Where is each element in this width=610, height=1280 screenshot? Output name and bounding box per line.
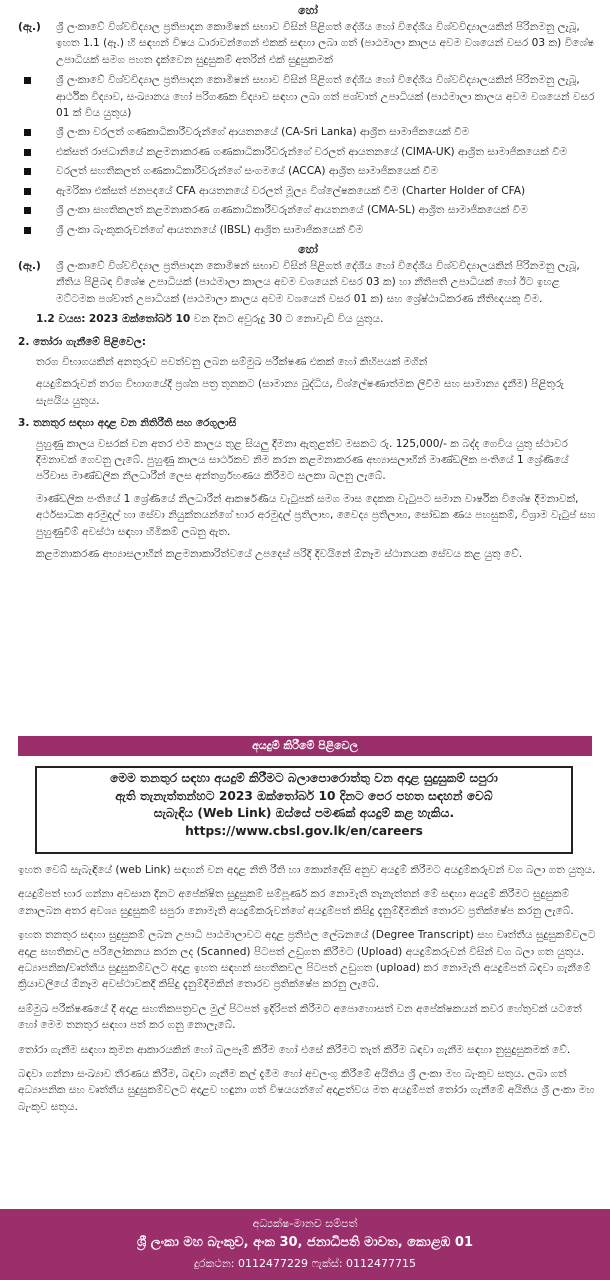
section-heading: 3. තනතුර සඳහා අදාළ වන නිතිරීති සහ රෙගුලාසි <box>18 417 237 430</box>
paragraph: අයදුම්කරුවන් තරග විභාගයේදී ප්‍රශ්න පත්‍ර තුනකට (සාමාන්‍ය බුද්ධිය, විශ්ලේෂණාත්මක ලිවීම සහ සාමාන්‍ය දැනීම) පිළිතුරු සැපයිය යුතුය. <box>36 378 564 407</box>
notice-line: ඇති තැනැත්තන්හට 2023 ඔක්තෝබර් 10 දිනට පෙර පහත සඳහන් වෙබ් <box>115 788 493 803</box>
notice-line: මෙම තනතුර සඳහා අයදුම් කිරීමට බලාපොරොත්තු වන අදාළ සුදුසුකම් සපුරා <box>110 771 498 785</box>
item-label: (ඇ.) <box>18 21 41 34</box>
qualification-item-ae2 <box>18 258 598 307</box>
notice-box <box>35 766 573 854</box>
paragraph: තෝරා ගැනීම සඳහා කුමන ආකාරයකින් හෝ බලපෑම් කිරීම හෝ එසේ කිරීමට තැත් කිරීම බඳවා ගැනීම සඳහා නුසුදුසුකමක් වේ. <box>18 1043 571 1056</box>
qualifications-section <box>18 0 598 568</box>
bullet-item: ශ්‍රී ලංකාවේ විශ්වවිද්‍යාල ප්‍රතිපාදන කොමිෂන් සභාව විසින් පිළිගත් දේශීය හෝ විදේශීය විශ්වවිද්‍යාලයකින් පිරිනමනු ලැබූ, ආර්ථික විද්‍යාව, සංඛ්‍යානය හෝ පරිගණක විද්‍යාව සඳහා ලබා ගත් පශ්චාත් උපාධියක් (පාඨමාලා කාලය අවම වශයෙන් වසර 01 ක් විය යුතුය) <box>18 72 598 121</box>
bullet-item: වරලත් සහතිකලත් ගණකාධිකාරීවරුන්ගේ සංගමයේ (ACCA) ආශ්‍රිත සාමාජිකයෙක් වීම <box>18 163 598 179</box>
paragraph: සම්මුඛ පරීක්ෂණයේ දී අදාළ සහතිකපත්‍රවල මුල් පිටපත් ඉදිරිපත් කිරීමට අපොහොසත් වන අපේක්ෂකයන් කවර හේතුවක් යටතේ හෝ මෙම තනතුර සඳහා පත් කර ගනු නොලැබේ. <box>18 1002 582 1032</box>
age-requirement <box>18 311 598 327</box>
bullet-item: එක්සත් රාජධානියේ කළමනාකරණ ගණකාධිකාරීවරුන්ගේ වරලත් ආයතනයේ (CIMA-UK) ආශ්‍රිත සාමාජිකයෙක් වීම <box>18 144 598 160</box>
instructions-section <box>18 862 598 1123</box>
paragraph: කළමනාකරණ අභ්‍යාසලාභීන් කළමනාකාරිත්වයේ උපදෙස් පරිදි දිවයිනේ ඕනෑම ස්ථානයක සේවය කළ යුතු වේ. <box>36 548 523 561</box>
careers-link[interactable]: https://www.cbsl.gov.lk/en/careers <box>185 824 423 839</box>
notice-line: සැබැඳිය (Web Link) ඔස්සේ පමණක් අයදුම් කළ හැකිය. <box>153 806 455 821</box>
footer <box>0 1209 610 1280</box>
paragraph: පුහුණු කාලය වසරක් වන අතර එම කාලය තුළ සියලු දීමනා ඇතුළත්ව මසකට රු. 125,000/- ක බද්ද ගෙවිය යුතු ස්ථාවර දීමනාවක් ගෙවනු ලැබේ. පුහුණු කාලය සාර්ථකව නිම කරන කළමනාකරණ අභ්‍යාසලාභීන් මාණ්ඩලික පංතියේ 1 ශ්‍රේණියේ පරිවාස මාණ්ඩලික නිලධාරීන් ලෙස අන්තර්ග්‍රහණය කිරීමට සලකා බලනු ලැබේ. <box>36 437 569 483</box>
item-label: (ඈ.) <box>18 259 41 272</box>
apply-section-band: අයදුම් කිරීමේ පිළිවෙල <box>18 736 592 756</box>
footer-contact: දුරකථන: 0112477229 ෆැක්ස්: 0112477715 <box>193 1257 417 1270</box>
qualification-item-ae <box>18 19 598 68</box>
paragraph: අයදුම්පත් භාර ගන්නා අවසාන දිනට අපේක්ෂිත සුදුසුකම් සම්පූර්ණ කර නොමැති තැනැත්තන් මේ සඳහා අයදුම් කිරීමට සුදුසුකම් නොලබන අතර අවශ්‍ය සුදුසුකම් සපුරා නොමැති අයදුම්කරුවන්ගේ අයදුම්පත් කිසිදු දැනුම්දීමකින් තොරව ප්‍රතික්ෂේප කරනු ලැබේ. <box>18 888 574 917</box>
paragraph: මාණ්ඩලික පංතියේ 1 ශ්‍රේණියේ නිලධාරීන් ආකර්ෂණීය වැටුපක් සමග මාස දෙකක වැටුපට සමාන වාර්ෂික විශේෂ දීමනාවක්, අර්ථසාධක අරමුදල් හා සේවා නියුක්තයන්ගේ භාර අරමුදල් ප්‍රතිලාභ, වෛද්‍ය ප්‍රතිලාභ, සෝඩක ණය පහසුකම්, විශ්‍රාම වැටුප් සහ පුහුණුවීම් අවස්ථා සඳහා හිමිකම් ලබනු ඇත. <box>36 492 596 538</box>
bullet-item: ශ්‍රී ලංකා සහතිකලත් කළමනාකරණ ගණකාධිකාරීවරුන්ගේ ආයතනයේ (CMA-SL) ආශ්‍රිත සාමාජිකයෙක් වීම <box>18 202 598 218</box>
paragraph: ඉහත වෙබ් සැබැඳියේ (web Link) සඳහන් වන අදාළ නිති රීති හා කොන්දේසි අනුව අයදුම් කිරීමට අයදුම්කරුවන් වග බලා ගත යුතුය. <box>18 864 596 876</box>
or-separator: හෝ <box>298 4 318 17</box>
paragraph: ඉහත තනතුර සඳහා සුදුසුකම් ලබන උපාධි පාඨමාලාවට අදාළ ප්‍රතිඵල ලේඛනයේ (Degree Transcript) සහ වෘත්තීය සුදුසුකම්වලට අදාළ සහතිකවල පරිලෝකනය කරන ලද (Scanned) පිටපත් උඩුගත කිරීමට (Upload) අයදුම්කරුවන් විසින් වග බලා ගත යුතුය. අධ්‍යාපනික/වෘත්තීය සුදුසුකම්වලට අදාළ ඉහත සඳහන් සහතිකවල පිටපත් උඩුගත (upload) කර නොමැති අයදුම්පත් බඳවා ගැනීමේ ක්‍රියාවලියේ ඕනෑම අවස්ථාවකදී කිසිදු දැනුම්දීමකින් තොරව ප්‍රතික්ෂේප කරනු ලැබේ. <box>18 929 596 991</box>
bullet-item: ඇමරිකා එක්සත් ජනපදයේ CFA ආයතනයේ වරලත් මූල්‍ය විශ්ලේෂකයෙක් වීම (Charter Holder of CFA) <box>18 183 598 199</box>
age-suffix: වන දිනට අවුරුදු 30 ට නොවැඩි විය යුතුය. <box>193 313 384 326</box>
bullet-item: ශ්‍රී ලංකා බැංකුකරුවන්ගේ ආයතනයේ (IBSL) ආශ්‍රිත සාමාජිකයෙක් වීම <box>18 222 598 238</box>
bullet-item: ශ්‍රී ලංකා වරලත් ගණකාධිකාරීවරුන්ගේ ආයතනයේ (CA-Sri Lanka) ආශ්‍රිත සාමාජිකයෙක් වීම <box>18 124 598 140</box>
section-heading: 2. තෝරා ගැනීමේ පිළිවෙල: <box>18 335 147 348</box>
age-prefix: 1.2 වයස: <box>36 313 86 326</box>
footer-address: ශ්‍රී ලංකා මහ බැංකුව, අංක 30, ජනාධිපති මාවත, කොළඹ 01 <box>136 1235 474 1250</box>
paragraph: තරග විභාගයකින් අනතුරුව පවත්වනු ලබන සම්මුඛ පරීක්ෂණ එකක් හෝ කිහිපයක් මගින් <box>36 356 428 368</box>
item-text: ශ්‍රී ලංකාවේ විශ්වවිද්‍යාල ප්‍රතිපාදන කොමිෂන් සභාව විසින් පිළිගත් දේශීය හෝ විදේශීය විශ්වවිද්‍යාලයකින් පිරිනමනු ලැබූ, ඉහත 1.1 (ඈ.) හි සඳහන් විෂය ධාරාවන්ගෙන් එකක් සඳහා ලබා ගත් (පාඨමාලා කාලය අවම වශයෙන් වසර 03 ක) විශේෂ උපාධියක් සමග පහත දැක්වෙන සුදුසුකම් අතරින් එක් සුදුසුකමක් <box>56 21 595 66</box>
item-text: ශ්‍රී ලංකාවේ විශ්වවිද්‍යාල ප්‍රතිපාදන කොමිෂන් සභාව විසින් පිළිගත් දේශීය හෝ විදේශීය විශ්වවිද්‍යාලයකින් පිරිනමනු ලැබූ, නීතිය පිළිබඳ විශේෂ උපාධියක් (පාඨමාලා කාලය අවම වශයෙන් වසර 03 ක) හා නීතිපති උපාධියක් හෝ ඊට ඉහළ මට්ටමක පශ්චාත් උපාධියක් (පාඨමාලා කාලය අවම වශයෙන් වසර 01 ක) සහ ශ්‍රේෂ්ඨාධිකරණ නීතිඥයකු වීම. <box>56 259 580 305</box>
paragraph: බඳවා ගන්නා සංඛ්‍යාව තීරණය කිරීම, බඳවා ගැනීම කල් දැමීම හෝ අවලංගු කිරීමේ අයිතිය ශ්‍රී ලංකා මහ බැංකුව සතුය. ලබා ගත් අධ්‍යාපනික සහ වෘත්තීය සුදුසුකම්වලට අදාළව හඳුනා ගත් විෂයයන්ගේ අදාළත්වය මත අයදුම්පත් තෝරා ගැනීමේ අයිතිය ශ්‍රී ලංකා මහ බැංකුව සතුය. <box>18 1068 595 1113</box>
footer-title: අධ්‍යක්ෂ-මානව සම්පත් <box>252 1217 358 1230</box>
or-separator: හෝ <box>298 242 318 256</box>
age-date: 2023 ඔක්තෝබර් 10 <box>88 313 191 326</box>
